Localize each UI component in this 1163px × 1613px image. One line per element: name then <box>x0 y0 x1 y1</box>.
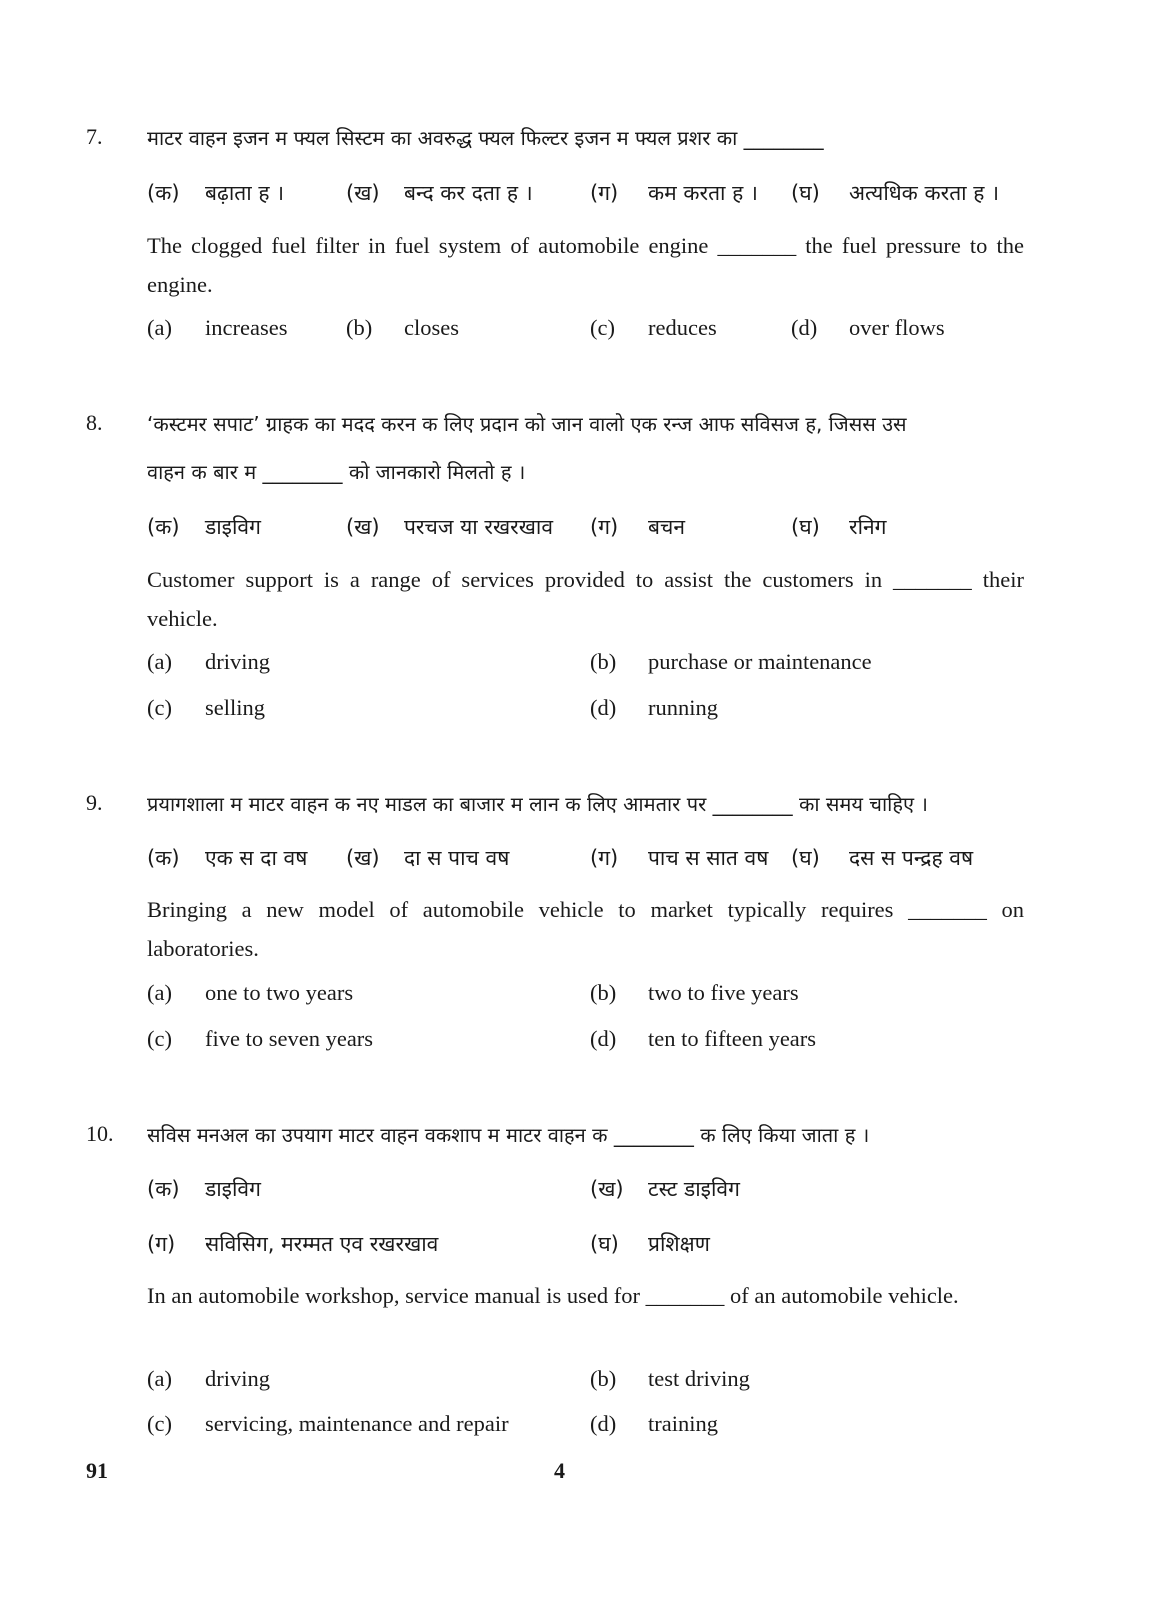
question-hindi-text: ‘कस्टमर सपाट’ ग्राहक का मदद करन क लिए प्रदान को जान वालो एक रन्ज आफ सविसज ह, जिसस उस <box>147 412 907 436</box>
question-english-text: Bringing a new model of automobile vehicle to market typically requires _______ on laboratories. <box>147 897 1024 961</box>
hindi-option: (ग) पाच स सात वष <box>590 846 769 870</box>
hindi-option: (क) डाइविग <box>147 515 261 539</box>
option-b: (b) two to five years <box>590 980 799 1005</box>
question-english-text: The clogged fuel filter in fuel system of automobile engine _______ the fuel pressure to the engine. <box>147 233 1024 297</box>
option-a: (a) one to two years <box>147 980 354 1005</box>
question-number: 10. <box>86 1121 114 1146</box>
option-a: (a) increases <box>147 315 288 340</box>
option-d: (d) training <box>590 1411 718 1436</box>
page-number: 4 <box>554 1458 565 1483</box>
question-english-text: Customer support is a range of services provided to assist the customers in _______ their vehicle. <box>147 567 1024 631</box>
option-d: (d) running <box>590 695 718 720</box>
option-c: (c) five to seven years <box>147 1026 374 1051</box>
option-d: (d) ten to fifteen years <box>590 1026 817 1051</box>
question-hindi-text: सविस मनअल का उपयाग माटर वाहन वकशाप म माटर वाहन क ________ क लिए किया जाता ह । <box>147 1123 870 1147</box>
option-b: (b) closes <box>346 315 459 340</box>
hindi-option: (ग) सविसिग, मरम्मत एव रखरखाव <box>147 1232 439 1256</box>
question-number: 8. <box>86 410 103 435</box>
hindi-option: (ख) टस्ट डाइविग <box>590 1177 740 1201</box>
hindi-option: (ग) कम करता ह । <box>590 181 758 205</box>
hindi-option: (घ) अत्यधिक करता ह । <box>791 181 1000 205</box>
hindi-option: (ख) दा स पाच वष <box>346 846 510 870</box>
option-b: (b) purchase or maintenance <box>590 649 872 674</box>
hindi-option: (ख) बन्द कर दता ह । <box>346 181 533 205</box>
option-c: (c) reduces <box>590 315 717 340</box>
option-c: (c) servicing, maintenance and repair <box>147 1411 509 1436</box>
hindi-option: (ग) बचन <box>590 515 685 539</box>
question-number: 7. <box>86 124 103 149</box>
hindi-option: (क) एक स दा वष <box>147 846 308 870</box>
hindi-option: (घ) रनिग <box>791 515 887 539</box>
hindi-option: (क) बढ़ाता ह । <box>147 181 285 205</box>
paper-code: 91 <box>86 1458 108 1483</box>
option-d: (d) over flows <box>791 315 945 340</box>
question-number: 9. <box>86 790 103 815</box>
option-c: (c) selling <box>147 695 265 720</box>
option-a: (a) driving <box>147 649 270 674</box>
question-hindi-text: प्रयागशाला म माटर वाहन क नए माडल का बाजार म लान क लिए आमतार पर ________ का समय चाहिए । <box>147 792 928 816</box>
option-b: (b) test driving <box>590 1366 750 1391</box>
option-a: (a) driving <box>147 1366 270 1391</box>
question-hindi-text: वाहन क बार म ________ को जानकारो मिलतो ह । <box>147 460 526 484</box>
hindi-option: (घ) प्रशिक्षण <box>590 1232 710 1256</box>
question-hindi-text: माटर वाहन इजन म फ्यल सिस्टम का अवरुद्ध फ्यल फिल्टर इजन म फ्यल प्रशर का ________ <box>147 126 824 150</box>
hindi-option: (क) डाइविग <box>147 1177 261 1201</box>
question-english-text: In an automobile workshop, service manual is used for _______ of an automobile vehicle. <box>147 1283 959 1308</box>
hindi-option: (घ) दस स पन्द्रह वष <box>791 846 974 870</box>
hindi-option: (ख) परचज या रखरखाव <box>346 515 554 539</box>
